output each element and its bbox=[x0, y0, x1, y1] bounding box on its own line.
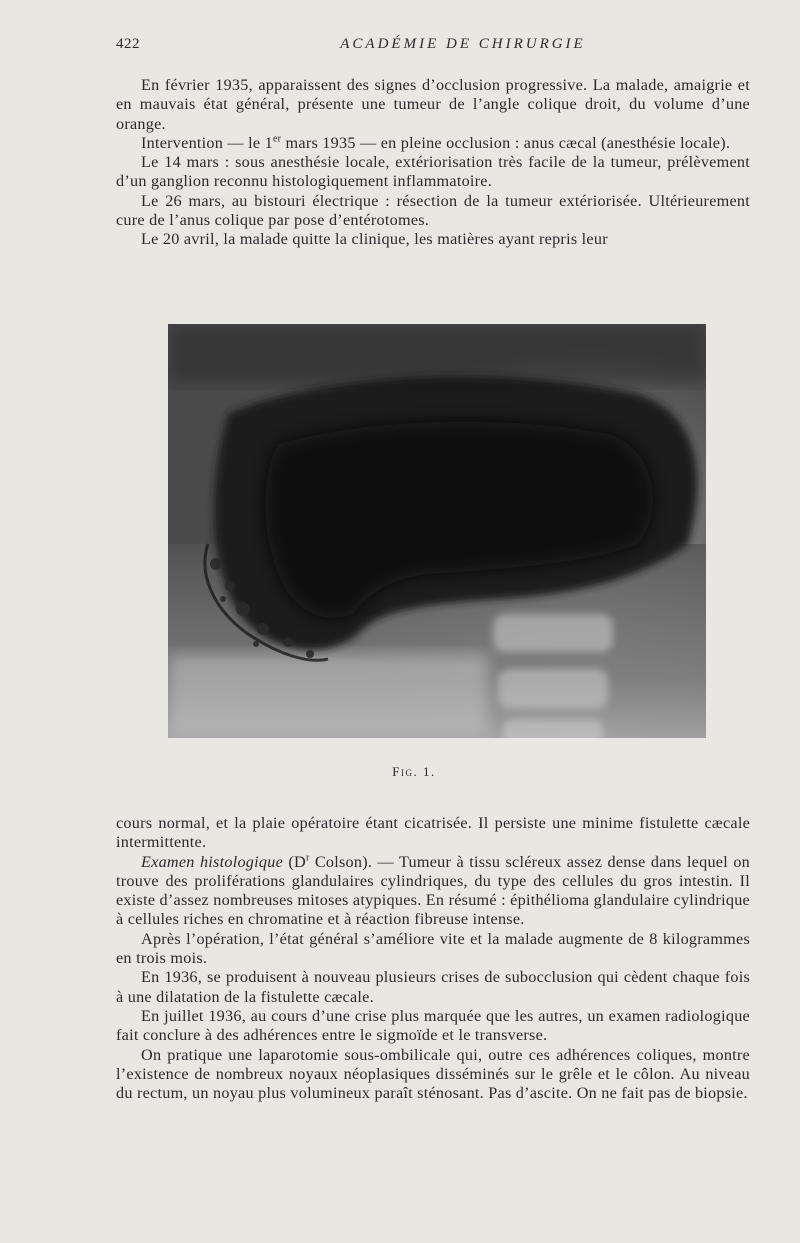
page-header bbox=[116, 36, 750, 58]
paragraph-histology bbox=[116, 853, 750, 930]
paragraph: Le 14 mars : sous anesthésie locale, extériorisation très facile de la tumeur, prélèvement d’un ganglion reconnu histologiquement inflammatoire. bbox=[116, 153, 750, 191]
paragraph: cours normal, et la plaie opératoire étant cicatrisée. Il persiste une minime fistulette cæcale intermittente. bbox=[116, 814, 750, 852]
paragraph: Le 20 avril, la malade quitte la clinique, les matières ayant repris leur bbox=[141, 230, 608, 249]
superscript: er bbox=[272, 133, 282, 145]
text-run: Colson). — Tumeur à tissu scléreux assez dense dans lequel on trouve des proliférations glandulaires cylindriques, du type des cellules du gros intestin. Il existe d’assez nombreuses mitoses atypiques. En résumé : épithélioma glandulaire cylindrique à cellules riches en chromatine et à réaction fibreuse intense. bbox=[116, 852, 751, 929]
superscript: r bbox=[305, 852, 310, 864]
text-run: Intervention — le 1 bbox=[141, 133, 273, 152]
page-number: 422 bbox=[116, 36, 140, 52]
paragraph-intervention bbox=[116, 134, 750, 153]
text-run: (D bbox=[283, 852, 306, 871]
exam-label: Examen histologique bbox=[141, 852, 284, 871]
paragraph: Le 26 mars, au bistouri électrique : résection de la tumeur extériorisée. Ultérieurement cure de l’anus colique par pose d’entérotomes. bbox=[116, 191, 750, 230]
paragraph: Après l’opération, l’état général s’améliore vite et la malade augmente de 8 kilogrammes en trois mois. bbox=[116, 929, 750, 968]
figure-caption bbox=[0, 764, 800, 780]
paragraph: En 1936, se produisent à nouveau plusieurs crises de subocclusion qui cèdent chaque fois à une dilatation de la fistulette cæcale. bbox=[116, 968, 750, 1006]
paragraph: En juillet 1936, au cours d’une crise plus marquée que les autres, un examen radiologique fait conclure à des adhérences entre le sigmoïde et le transverse. bbox=[116, 1006, 750, 1045]
text-run: mars 1935 — en pleine occlusion : anus cæcal (anesthésie locale). bbox=[281, 133, 731, 152]
radiograph-figure bbox=[168, 324, 706, 738]
paragraph: En février 1935, apparaissent des signes d’occlusion progressive. La malade, amaigrie et en mauvais état général, présente une tumeur de l’angle colique droit, du volume d’une orange. bbox=[116, 76, 750, 133]
text-block-top bbox=[116, 76, 750, 250]
running-title: ACADÉMIE DE CHIRURGIE bbox=[340, 36, 586, 52]
text-block-bottom bbox=[116, 814, 750, 1103]
caption-text: Fig. 1. bbox=[392, 764, 436, 779]
radiograph-image bbox=[168, 324, 706, 738]
paragraph: On pratique une laparotomie sous-ombilicale qui, outre ces adhérences coliques, montre l’existence de nombreux noyaux néoplasiques disséminés sur le grêle et le côlon. Au niveau du rectum, un noyau plus volumineux paraît sténosant. Pas d’ascite. On ne fait pas de biopsie. bbox=[116, 1045, 750, 1103]
